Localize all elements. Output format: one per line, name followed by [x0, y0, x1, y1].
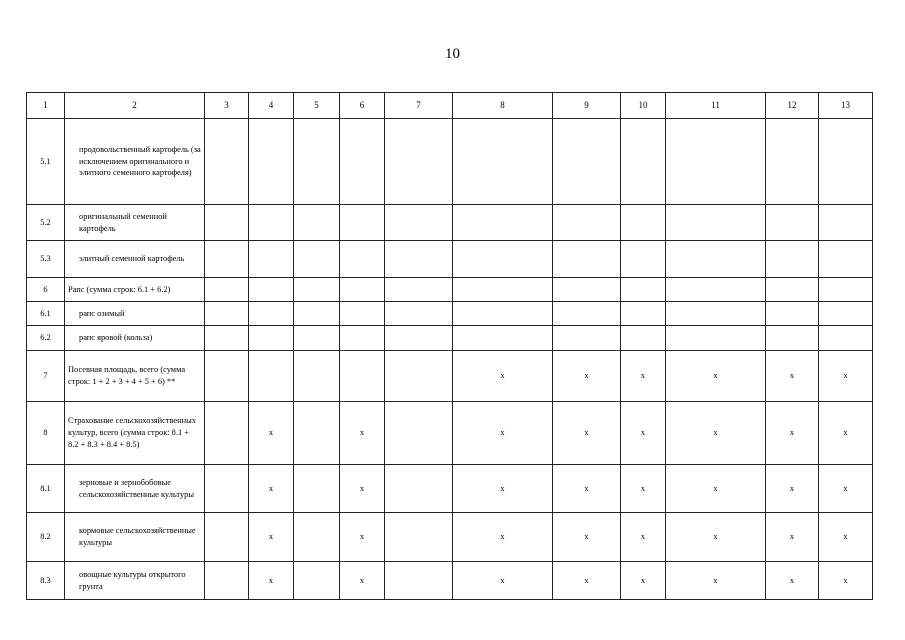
table-row: [27, 326, 873, 351]
table-cell: [553, 241, 621, 278]
table-cell: x: [666, 465, 766, 513]
column-header: 5: [294, 93, 340, 119]
table-cell: x: [553, 513, 621, 562]
table-cell: x: [766, 351, 819, 402]
table-cell: [205, 326, 249, 351]
table-cell: x: [766, 465, 819, 513]
page-number: 10: [445, 46, 460, 62]
table-cell: x: [819, 402, 873, 465]
table-cell: [453, 302, 553, 326]
table-cell: x: [553, 465, 621, 513]
table-cell: [453, 278, 553, 302]
table-cell: [621, 119, 666, 205]
table-row: [27, 562, 873, 600]
column-header: 9: [553, 93, 621, 119]
table-cell: [205, 241, 249, 278]
table-cell: x: [453, 351, 553, 402]
row-label: Рапс (сумма строк: 6.1 + 6.2): [65, 278, 205, 302]
table-cell: x: [621, 562, 666, 600]
row-label: рапс яровой (кольза): [65, 326, 205, 351]
column-header: 3: [205, 93, 249, 119]
row-label: элитный семенной картофель: [65, 241, 205, 278]
table-cell: x: [249, 562, 294, 600]
row-number: 6: [27, 278, 65, 302]
row-number: 7: [27, 351, 65, 402]
table-cell: [385, 465, 453, 513]
table-cell: [453, 326, 553, 351]
table-cell: [249, 326, 294, 351]
table-cell: [340, 326, 385, 351]
table-cell: [294, 562, 340, 600]
table-cell: x: [453, 562, 553, 600]
table-cell: [385, 351, 453, 402]
column-header: 12: [766, 93, 819, 119]
table-cell: [819, 302, 873, 326]
table-cell: x: [340, 562, 385, 600]
row-label: рапс озимый: [65, 302, 205, 326]
table-cell: [766, 205, 819, 241]
data-table: [26, 92, 873, 600]
table-cell: x: [766, 513, 819, 562]
row-number: 6.2: [27, 326, 65, 351]
row-label: зерновые и зернобобовые сельскохозяйственные культуры: [65, 465, 205, 513]
table-cell: x: [553, 351, 621, 402]
table-cell: [249, 351, 294, 402]
table-cell: x: [766, 562, 819, 600]
table-row: [27, 278, 873, 302]
row-number: 8: [27, 402, 65, 465]
table-cell: [385, 278, 453, 302]
table-cell: [385, 326, 453, 351]
table-cell: [385, 402, 453, 465]
table-cell: [621, 326, 666, 351]
row-number: 8.3: [27, 562, 65, 600]
table-cell: [294, 119, 340, 205]
table-cell: [249, 119, 294, 205]
table-cell: x: [621, 402, 666, 465]
table-cell: [385, 562, 453, 600]
table-cell: [249, 241, 294, 278]
column-header: 11: [666, 93, 766, 119]
row-label: овощные культуры открытого грунта: [65, 562, 205, 600]
table-cell: [766, 278, 819, 302]
row-label: оригинальный семенной картофель: [65, 205, 205, 241]
table-cell: [340, 278, 385, 302]
row-number: 5.3: [27, 241, 65, 278]
table-body: [27, 93, 873, 600]
column-header: 7: [385, 93, 453, 119]
column-header: 4: [249, 93, 294, 119]
table-cell: x: [249, 513, 294, 562]
row-label: Посевная площадь, всего (сумма строк: 1 + 2 + 3 + 4 + 5 + 6) **: [65, 351, 205, 402]
table-cell: [205, 351, 249, 402]
table-cell: [294, 513, 340, 562]
table-cell: x: [666, 402, 766, 465]
table-cell: [385, 241, 453, 278]
column-header: 13: [819, 93, 873, 119]
table-cell: [205, 513, 249, 562]
table-cell: [294, 402, 340, 465]
table-cell: [666, 241, 766, 278]
column-header: 10: [621, 93, 666, 119]
table-cell: [205, 278, 249, 302]
table-cell: [205, 205, 249, 241]
table-cell: [249, 205, 294, 241]
table-row: [27, 119, 873, 205]
row-number: 8.2: [27, 513, 65, 562]
table-cell: [205, 402, 249, 465]
table-cell: [340, 241, 385, 278]
table-cell: [621, 205, 666, 241]
table-cell: [205, 465, 249, 513]
column-header: 2: [65, 93, 205, 119]
table-row: [27, 465, 873, 513]
column-header: 6: [340, 93, 385, 119]
table-cell: [666, 302, 766, 326]
table-cell: [294, 351, 340, 402]
table-cell: [766, 302, 819, 326]
column-header: 8: [453, 93, 553, 119]
table-cell: [766, 241, 819, 278]
table-cell: [819, 205, 873, 241]
table-cell: [294, 465, 340, 513]
table-cell: [385, 302, 453, 326]
table-cell: [766, 326, 819, 351]
row-number: 5.2: [27, 205, 65, 241]
table-cell: x: [553, 402, 621, 465]
table-row: [27, 402, 873, 465]
table-cell: [453, 205, 553, 241]
table-cell: [666, 205, 766, 241]
table-row: [27, 302, 873, 326]
table-cell: [294, 302, 340, 326]
table-cell: x: [249, 402, 294, 465]
table-cell: [766, 119, 819, 205]
table-cell: [666, 326, 766, 351]
table-cell: x: [621, 351, 666, 402]
table-cell: x: [819, 513, 873, 562]
table-row: [27, 205, 873, 241]
table-row: [27, 513, 873, 562]
table-cell: x: [819, 465, 873, 513]
row-label: Страхование сельскохозяйственных культур, всего (сумма строк: 8.1 + 8.2 + 8.3 + 8.4 + 8.5): [65, 402, 205, 465]
table-cell: [294, 326, 340, 351]
table-cell: x: [621, 513, 666, 562]
table-cell: [553, 326, 621, 351]
row-label: кормовые сельскохозяйственные культуры: [65, 513, 205, 562]
row-number: 5.1: [27, 119, 65, 205]
table-cell: x: [340, 402, 385, 465]
table-cell: x: [340, 513, 385, 562]
table-cell: [205, 562, 249, 600]
table-cell: [621, 241, 666, 278]
table-cell: [385, 205, 453, 241]
table-cell: x: [553, 562, 621, 600]
row-label: продовольственный картофель (за исключением оригинального и элитного семенного картофеля): [65, 119, 205, 205]
table-cell: [294, 241, 340, 278]
table-cell: [205, 119, 249, 205]
table-cell: [819, 278, 873, 302]
table-cell: [819, 326, 873, 351]
table-cell: [453, 119, 553, 205]
table-cell: [621, 302, 666, 326]
table-cell: [205, 302, 249, 326]
table-cell: [553, 302, 621, 326]
table-cell: [294, 278, 340, 302]
column-header: 1: [27, 93, 65, 119]
table-cell: x: [621, 465, 666, 513]
table-cell: [453, 241, 553, 278]
row-number: 8.1: [27, 465, 65, 513]
table-cell: [249, 278, 294, 302]
table-cell: [819, 241, 873, 278]
table-cell: [340, 351, 385, 402]
table-cell: [249, 302, 294, 326]
table-header-row: [27, 93, 873, 119]
table-cell: [666, 278, 766, 302]
table-cell: x: [453, 402, 553, 465]
table-cell: x: [453, 513, 553, 562]
table-cell: x: [666, 562, 766, 600]
table-cell: x: [766, 402, 819, 465]
table-cell: [385, 119, 453, 205]
table-cell: [553, 278, 621, 302]
table-cell: x: [249, 465, 294, 513]
table-cell: [340, 119, 385, 205]
table-cell: x: [819, 562, 873, 600]
table-cell: [294, 205, 340, 241]
table-cell: [553, 205, 621, 241]
table-cell: [621, 278, 666, 302]
table-row: [27, 241, 873, 278]
table-cell: x: [340, 465, 385, 513]
row-number: 6.1: [27, 302, 65, 326]
table-cell: [666, 119, 766, 205]
table-cell: [819, 119, 873, 205]
table-cell: x: [666, 513, 766, 562]
table-cell: x: [666, 351, 766, 402]
table-row: [27, 351, 873, 402]
table-cell: [340, 205, 385, 241]
table-cell: [340, 302, 385, 326]
table-cell: x: [819, 351, 873, 402]
table-cell: [553, 119, 621, 205]
table-cell: [385, 513, 453, 562]
table-cell: x: [453, 465, 553, 513]
